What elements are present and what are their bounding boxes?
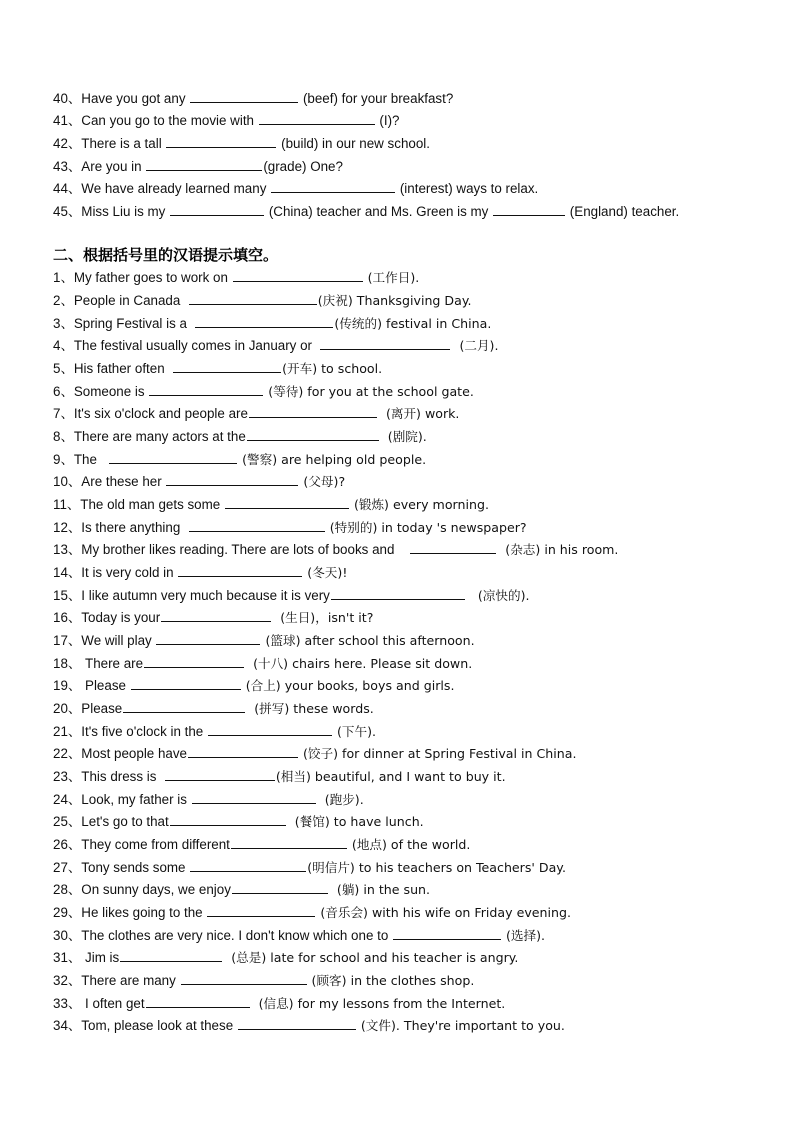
answer-blank[interactable] xyxy=(161,609,271,622)
question-13: 13、My brother likes reading. There are lots of books and (杂志) in his room. xyxy=(53,542,619,557)
answer-blank[interactable] xyxy=(233,269,363,282)
question-17: 17、We will play (篮球) after school this afternoon. xyxy=(53,633,475,648)
answer-blank[interactable] xyxy=(149,383,263,396)
question-21: 21、It's five o'clock in the (下午). xyxy=(53,724,377,739)
answer-blank[interactable] xyxy=(249,405,377,418)
question-11: 11、The old man gets some (锻炼) every morning. xyxy=(53,497,489,512)
question-7: 7、It's six o'clock and people are (离开) work. xyxy=(53,406,460,421)
question-44: 44、We have already learned many (interest) ways to relax. xyxy=(53,181,539,196)
question-34: 34、Tom, please look at these (文件). They're important to you. xyxy=(53,1018,565,1033)
answer-blank[interactable] xyxy=(156,632,260,645)
answer-blank[interactable] xyxy=(190,90,298,103)
answer-blank[interactable] xyxy=(208,723,332,736)
answer-blank[interactable] xyxy=(173,360,281,373)
answer-blank[interactable] xyxy=(189,519,325,532)
question-26: 26、They come from different (地点) of the world. xyxy=(53,837,471,852)
answer-blank[interactable] xyxy=(192,791,316,804)
question-30: 30、The clothes are very nice. I don't know which one to (选择). xyxy=(53,928,546,943)
question-3: 3、Spring Festival is a (传统的) festival in China. xyxy=(53,316,492,331)
question-18: 18、 There are (十八) chairs here. Please sit down. xyxy=(53,656,473,671)
answer-blank[interactable] xyxy=(189,292,317,305)
question-43: 43、Are you in (grade) One? xyxy=(53,159,343,174)
question-29: 29、He likes going to the (音乐会) with his wife on Friday evening. xyxy=(53,905,571,920)
question-28: 28、On sunny days, we enjoy (躺) in the sun. xyxy=(53,882,431,897)
answer-blank[interactable] xyxy=(320,337,450,350)
answer-blank[interactable] xyxy=(190,859,306,872)
question-1: 1、My father goes to work on (工作日). xyxy=(53,270,420,285)
question-2: 2、People in Canada (庆祝) Thanksgiving Day. xyxy=(53,293,472,308)
question-32: 32、There are many (顾客) in the clothes shop. xyxy=(53,973,475,988)
question-14: 14、It is very cold in (冬天)! xyxy=(53,565,348,580)
answer-blank[interactable] xyxy=(238,1017,356,1030)
question-24: 24、Look, my father is (跑步). xyxy=(53,792,364,807)
answer-blank[interactable] xyxy=(166,135,276,148)
question-22: 22、Most people have (饺子) for dinner at Spring Festival in China. xyxy=(53,746,577,761)
question-15: 15、I like autumn very much because it is very (凉快的). xyxy=(53,588,530,603)
answer-blank[interactable] xyxy=(247,428,379,441)
answer-blank[interactable] xyxy=(207,904,315,917)
answer-blank[interactable] xyxy=(178,564,302,577)
question-33: 33、 I often get (信息) for my lessons from the Internet. xyxy=(53,996,506,1011)
answer-blank[interactable] xyxy=(165,768,275,781)
answer-blank[interactable] xyxy=(146,158,262,171)
answer-blank[interactable] xyxy=(181,972,307,985)
answer-blank[interactable] xyxy=(271,180,395,193)
answer-blank[interactable] xyxy=(331,587,465,600)
answer-blank[interactable] xyxy=(410,541,496,554)
question-27: 27、Tony sends some (明信片) to his teachers on Teachers' Day. xyxy=(53,860,566,875)
question-10: 10、Are these her (父母)? xyxy=(53,474,346,489)
answer-blank[interactable] xyxy=(109,451,237,464)
question-16: 16、Today is your (生日)，isn't it? xyxy=(53,610,374,625)
question-6: 6、Someone is (等待) for you at the school gate. xyxy=(53,384,474,399)
question-5: 5、His father often (开车) to school. xyxy=(53,361,383,376)
question-4: 4、The festival usually comes in January or (二月). xyxy=(53,338,499,353)
question-20: 20、Please (拼写) these words. xyxy=(53,701,374,716)
answer-blank[interactable] xyxy=(231,836,347,849)
question-42: 42、There is a tall (build) in our new school. xyxy=(53,136,430,151)
answer-blank[interactable] xyxy=(393,927,501,940)
question-45: 45、Miss Liu is my (China) teacher and Ms. Green is my (England) teacher. xyxy=(53,204,680,219)
answer-blank[interactable] xyxy=(259,112,375,125)
question-31: 31、 Jim is (总是) late for school and his teacher is angry. xyxy=(53,950,519,965)
section-heading: 二、根据括号里的汉语提示填空。 xyxy=(53,246,279,264)
answer-blank[interactable] xyxy=(170,203,264,216)
question-9: 9、The (警察) are helping old people. xyxy=(53,452,427,467)
question-25: 25、Let's go to that (餐馆) to have lunch. xyxy=(53,814,424,829)
answer-blank[interactable] xyxy=(170,813,286,826)
answer-blank[interactable] xyxy=(123,700,245,713)
answer-blank[interactable] xyxy=(146,995,250,1008)
answer-blank[interactable] xyxy=(166,473,298,486)
question-12: 12、Is there anything (特别的) in today 's newspaper? xyxy=(53,520,527,535)
answer-blank[interactable] xyxy=(131,677,241,690)
answer-blank[interactable] xyxy=(232,881,328,894)
question-8: 8、There are many actors at the (剧院). xyxy=(53,429,427,444)
answer-blank[interactable] xyxy=(188,745,298,758)
question-40: 40、Have you got any (beef) for your breakfast? xyxy=(53,91,454,106)
answer-blank[interactable] xyxy=(120,949,222,962)
question-23: 23、This dress is (相当) beautiful, and I want to buy it. xyxy=(53,769,506,784)
answer-blank[interactable] xyxy=(195,315,333,328)
question-41: 41、Can you go to the movie with (I)? xyxy=(53,113,400,128)
answer-blank[interactable] xyxy=(144,655,244,668)
answer-blank[interactable] xyxy=(225,496,349,509)
question-19: 19、 Please (合上) your books, boys and girls. xyxy=(53,678,455,693)
answer-blank[interactable] xyxy=(493,203,565,216)
